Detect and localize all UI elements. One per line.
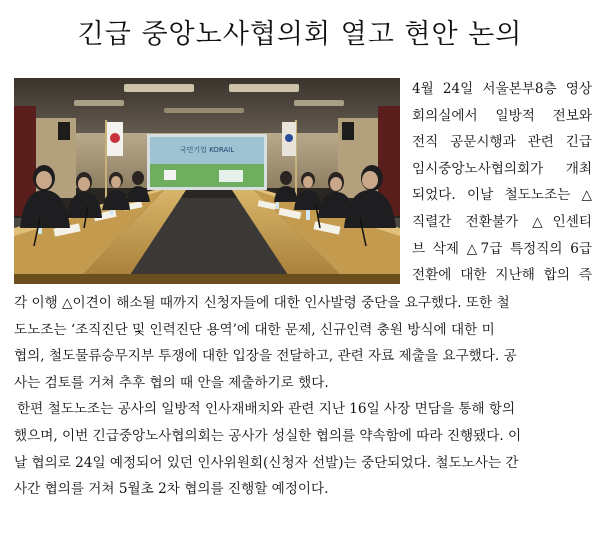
text-line: 협의, 철도물류승무지부 투쟁에 대한 입장을 전달하고, 관련 자료 제출을 요구했다. 공 [14,348,517,365]
text-line: 날 협의로 24일 예정되어 있던 인사위원회(신청자 선발)는 중단되었다. 철도노사는 간 [14,454,519,471]
text-line: 한편 철도노조는 공사의 일방적 인사재배치와 관련 지난 16일 사장 면담을 통해 항의 [17,401,516,418]
text-line: 브 삭제 △7급 특정직의 6급 [412,240,592,257]
text-line: 회의실에서 일방적 전보와 [412,107,592,124]
screen-banner-text: 국민기업 KORAIL [179,146,235,154]
text-line: 전환에 대한 지난해 합의 즉 [412,267,592,284]
text-line: 사간 협의를 거쳐 5월초 2차 협의를 진행할 예정이다. [14,481,329,498]
meeting-photo [14,78,400,284]
text-line: 4월 24일 서울본부8층 영상 [412,81,592,97]
article-body [14,290,590,503]
text-line: 도노조는 ‘조직진단 및 인력진단 용역’에 대한 문제, 신규인력 충원 방식에 대한 미 [14,321,495,338]
lead-paragraph [412,76,592,289]
text-line: 했으며, 이번 긴급중앙노사협의회는 공사가 성실한 협의를 약속함에 따라 진행됐다. 이 [14,427,522,444]
text-line: 사는 검토를 거쳐 추후 협의 때 안을 제출하기로 했다. [14,374,329,391]
text-line: 직렬간 전환불가 △인센티 [412,213,592,230]
headline: 긴급 중앙노사협의회 열고 현안 논의 [77,19,523,50]
text-line: 각 이행 △이견이 해소될 때까지 신청자들에 대한 인사발령 중단을 요구했다. 또한 철 [14,295,510,311]
text-line: 되었다. 이날 철도노조는 △ [412,187,592,204]
text-line: 임시중앙노사협의회가 개최 [412,160,592,177]
text-line: 전직 공문시행과 관련 긴급 [412,134,592,151]
